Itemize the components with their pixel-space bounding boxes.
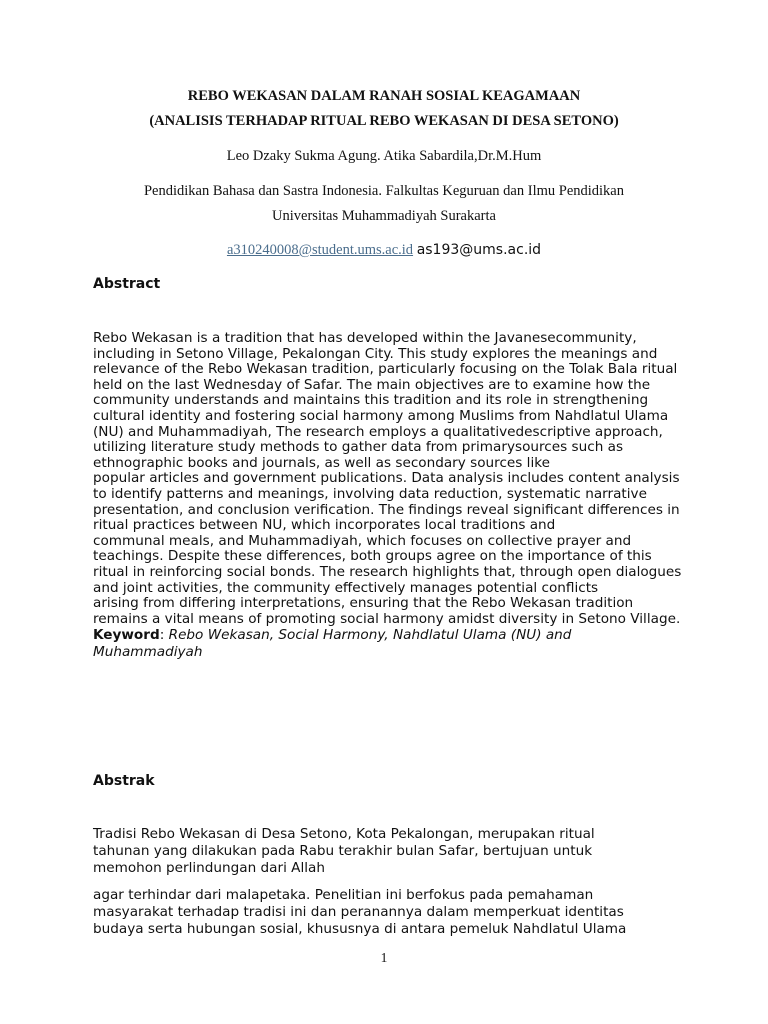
abstract-paragraph: popular articles and government publications. Data analysis includes content analysis to identify patterns and meanings, involving data reduction, systematic narrative presentation, and conclusion verification. The findings reveal significant differences in ritual practices between NU, which incorporates local traditions and <box>93 470 680 534</box>
keyword-separator: : <box>159 627 169 644</box>
abstract-paragraph: arising from differing interpretations, ensuring that the Rebo Wekasan tradition remains a vital means of promoting social harmony amidst diversity in Setono Village. <box>93 595 681 627</box>
abstract-paragraph: communal meals, and Muhammadiyah, which focuses on collective prayer and teachings. Despite these differences, both groups agree on the importance of this <box>93 532 652 565</box>
email-plain: as193@ums.ac.id <box>416 242 542 258</box>
affiliation-line-2: Universitas Muhammadiyah Surakarta <box>272 208 496 224</box>
email-link[interactable]: a310240008@student.ums.ac.id <box>226 242 414 258</box>
abstract-paragraph: ritual in reinforcing social bonds. The research highlights that, through open dialogues and joint activities, the community effectively manages potential conflicts <box>93 563 682 596</box>
abstract-body <box>93 331 683 660</box>
abstract-heading: Abstract <box>93 276 161 292</box>
abstract-paragraph: Rebo Wekasan is a tradition that has developed within the Javanesecommunity, including in Setono Village, Pekalongan City. This study explores the meanings and relevance of the Rebo Wekasan tradition, particularly focusing on the Tolak Bala ritual held on the last Wednesday of Safar. The main objectives are to examine how the community understands and maintains this tradition and its role in strengthening cultural identity and fostering social harmony among Muslims from Nahdlatul Ulama (NU) and Muhammadiyah, The research employs a qualitativedescriptive approach, utilizing literature study methods to gather data from primarysources such as ethnographic books and journals, as well as secondary sources like <box>93 330 678 471</box>
authors: Leo Dzaky Sukma Agung. Atika Sabardila,Dr.M.Hum <box>226 148 542 164</box>
abstrak-paragraph-2: agar terhindar dari malapetaka. Penelitian ini berfokus pada pemahaman masyarakat terhadap tradisi ini dan peranannya dalam memperkuat identitas budaya serta hubungan sosial, khususnya di antara pemeluk Nahdlatul Ulama <box>93 887 627 937</box>
title-line-1: REBO WEKASAN DALAM RANAH SOSIAL KEAGAMAAN <box>187 88 581 104</box>
keyword-list: Rebo Wekasan, Social Harmony, Nahdlatul Ulama (NU) and Muhammadiyah <box>93 627 572 660</box>
keyword-line <box>93 627 683 660</box>
author-emails <box>0 242 768 259</box>
affiliation-line-1: Pendidikan Bahasa dan Sastra Indonesia. Falkultas Keguruan dan Ilmu Pendidikan <box>143 183 624 199</box>
abstrak-paragraph-1: Tradisi Rebo Wekasan di Desa Setono, Kota Pekalongan, merupakan ritual tahunan yang dilakukan pada Rabu terakhir bulan Safar, bertujuan untuk memohon perlindungan dari Allah <box>93 826 595 876</box>
title-line-2: (ANALISIS TERHADAP RITUAL REBO WEKASAN DI DESA SETONO) <box>149 113 619 129</box>
abstrak-heading: Abstrak <box>93 773 155 789</box>
keyword-label: Keyword <box>93 627 160 644</box>
page-number: 1 <box>380 950 388 965</box>
